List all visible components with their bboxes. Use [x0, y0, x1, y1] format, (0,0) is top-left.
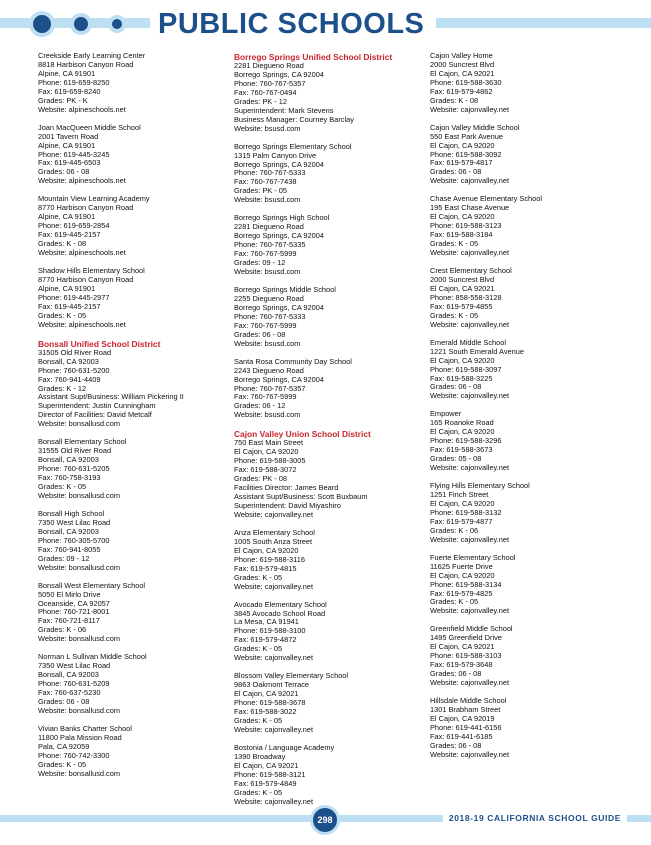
entry-line: El Cajon, CA 92020 — [430, 498, 495, 508]
entry-line: Phone: 619-588-3103 — [430, 651, 502, 661]
school-entry — [38, 438, 228, 501]
entry-line: Phone: 619-588-3005 — [234, 456, 306, 466]
entry-line: Website: alpineschools.net — [38, 319, 126, 329]
school-entry — [430, 482, 620, 545]
entry-line: Alpine, CA 91901 — [38, 212, 96, 222]
school-entry — [430, 410, 620, 473]
entry-line: Fax: 619-579-4815 — [234, 563, 297, 573]
entry-line: Grades: 09 - 12 — [234, 258, 286, 268]
column-1 — [38, 52, 228, 788]
entry-line: Phone: 760-631-5205 — [38, 464, 110, 474]
entry-line: 8770 Harbison Canyon Road — [38, 274, 134, 284]
entry-line: Fax: 760-637-5230 — [38, 688, 101, 698]
school-name: Mountain View Learning Academy — [38, 194, 150, 204]
column-2 — [234, 52, 424, 816]
entry-line: Grades: K - 06 — [38, 625, 87, 635]
entry-line: Grades: 06 - 08 — [430, 167, 482, 177]
entry-line: Borrego Springs, CA 92004 — [234, 374, 324, 384]
entry-line: 1315 Palm Canyon Drive — [234, 150, 317, 160]
entry-line: Phone: 619-445-3245 — [38, 149, 110, 159]
entry-line: Grades: K - 12 — [38, 383, 87, 393]
school-entry — [38, 510, 228, 573]
entry-line: 31505 Old River Road — [38, 347, 112, 357]
entry-line: Alpine, CA 91901 — [38, 283, 96, 293]
entry-line: Fax: 619-579-3648 — [430, 660, 493, 670]
entry-line: 195 East Chase Avenue — [430, 203, 510, 213]
entry-line: Website: bsusd.com — [234, 410, 301, 420]
entry-line: Grades: K - 05 — [234, 716, 283, 725]
decor-dot-medium — [70, 13, 92, 35]
school-name: Vivian Banks Charter School — [38, 723, 132, 733]
entry-line: Grades: K - 05 — [234, 787, 283, 797]
school-entry — [430, 267, 620, 330]
entry-line: Fax: 619-579-4855 — [430, 301, 493, 311]
entry-line: Website: cajonvalley.net — [430, 248, 510, 258]
entry-line: Grades: K - 05 — [430, 597, 479, 607]
entry-line: Phone: 619-659-2854 — [38, 221, 110, 231]
entry-line: Fax: 619-445-2157 — [38, 230, 101, 240]
entry-line: 1005 South Anza Street — [234, 536, 313, 546]
entry-line: El Cajon, CA 92020 — [430, 570, 495, 580]
school-entry — [38, 124, 228, 187]
entry-line: 31555 Old River Road — [38, 446, 112, 456]
entry-line: Fax: 619-579-4825 — [430, 588, 493, 598]
entry-line: Borrego Springs, CA 92004 — [234, 159, 324, 169]
entry-line: Phone: 760-721-8001 — [38, 607, 110, 617]
entry-line: Bonsall, CA 92003 — [38, 526, 99, 536]
entry-line: Assistant Supt/Business: Scott Buxbaum — [234, 492, 368, 502]
school-entry — [234, 601, 424, 664]
school-name: Borrego Springs High School — [234, 213, 330, 223]
district-entry — [234, 429, 424, 520]
school-name: Greenfield Middle School — [430, 624, 513, 634]
entry-line: El Cajon, CA 92020 — [234, 447, 299, 457]
entry-line: Phone: 619-588-3092 — [430, 149, 502, 159]
entry-line: Phone: 760-305-5700 — [38, 535, 110, 545]
entry-line: Phone: 619-588-3630 — [430, 77, 502, 87]
entry-line: Website: cajonvalley.net — [430, 534, 510, 544]
decor-dot-large — [29, 11, 55, 37]
entry-line: El Cajon, CA 92019 — [430, 713, 495, 723]
school-entry — [234, 744, 424, 807]
school-entry — [430, 124, 620, 187]
school-entry — [430, 625, 620, 688]
school-entry — [234, 214, 424, 277]
entry-line: Website: alpineschools.net — [38, 248, 126, 258]
entry-line: Bonsall, CA 92003 — [38, 455, 99, 465]
entry-line: Grades: PK - 05 — [234, 186, 287, 196]
district-heading: Cajon Valley Union School District — [234, 429, 371, 440]
entry-line: Fax: 760-767-0494 — [234, 87, 297, 97]
entry-line: 7350 West Lilac Road — [38, 517, 111, 527]
district-entry — [234, 52, 424, 134]
school-entry — [234, 358, 424, 421]
entry-line: Phone: 619-445-2977 — [38, 292, 110, 302]
school-name: Borrego Springs Middle School — [234, 284, 336, 294]
entry-line: 11625 Fuerte Drive — [430, 561, 493, 571]
entry-line: 3845 Avocado School Road — [234, 608, 326, 618]
entry-line: Business Manager: Courney Barclay — [234, 114, 354, 124]
entry-line: 5050 El Mirlo Drive — [38, 589, 101, 599]
district-entry — [38, 339, 228, 430]
school-name: Bonsall Elementary School — [38, 437, 127, 447]
entry-line: Grades: PK - 12 — [234, 96, 287, 106]
entry-line: Grades: K - 06 — [430, 525, 479, 535]
entry-line: Grades: PK - 08 — [234, 474, 287, 484]
entry-line: El Cajon, CA 92021 — [234, 760, 299, 770]
school-entry — [234, 143, 424, 206]
entry-line: 2255 Diegueno Road — [234, 293, 304, 303]
entry-line: 550 East Park Avenue — [430, 131, 503, 141]
entry-line: Fax: 619-588-3022 — [234, 707, 297, 717]
entry-line: Fax: 619-579-4872 — [234, 635, 297, 645]
entry-line: Grades: 06 - 08 — [430, 740, 482, 750]
school-entry — [234, 529, 424, 592]
entry-line: Website: bonsallusd.com — [38, 562, 121, 572]
school-name: Crest Elementary School — [430, 266, 512, 276]
entry-line: Website: cajonvalley.net — [430, 104, 510, 114]
entry-line: Grades: K - 05 — [430, 239, 479, 249]
entry-line: Website: cajonvalley.net — [430, 176, 510, 186]
entry-line: Phone: 760-767-5357 — [234, 78, 306, 88]
entry-line: Alpine, CA 91901 — [38, 68, 96, 78]
school-entry — [430, 195, 620, 258]
entry-line: Superintendent: David Miyashiro — [234, 500, 341, 510]
entry-line: Fax: 760-767-5999 — [234, 249, 297, 259]
entry-line: Phone: 760-767-5335 — [234, 240, 306, 250]
entry-line: 1251 Finch Street — [430, 489, 489, 499]
entry-line: 9863 Oakmont Terrace — [234, 680, 310, 690]
entry-line: Fax: 619-588-3673 — [430, 445, 493, 455]
school-name: Hillsdale Middle School — [430, 696, 507, 706]
school-entry — [38, 52, 228, 115]
school-entry — [38, 267, 228, 330]
entry-line: Grades: K - 05 — [234, 572, 283, 582]
school-name: Cajon Valley Middle School — [430, 122, 520, 132]
entry-line: Grades: K - 05 — [430, 310, 479, 320]
school-entry — [234, 672, 424, 735]
entry-line: El Cajon, CA 92020 — [430, 427, 495, 437]
entry-line: Website: cajonvalley.net — [430, 319, 510, 329]
entry-line: Grades: K - 08 — [430, 95, 479, 105]
entry-line: 1495 Greenfield Drive — [430, 633, 502, 643]
school-name: Flying Hills Elementary School — [430, 481, 530, 491]
entry-line: Borrego Springs, CA 92004 — [234, 302, 324, 312]
entry-line: Website: cajonvalley.net — [234, 509, 314, 519]
entry-line: Pala, CA 92059 — [38, 741, 90, 751]
entry-line: Website: cajonvalley.net — [430, 463, 510, 473]
entry-line: Fax: 619-579-4862 — [430, 86, 493, 96]
entry-line: Grades: 06 - 08 — [430, 382, 482, 392]
entry-line: Oceanside, CA 92057 — [38, 598, 110, 608]
entry-line: Website: cajonvalley.net — [430, 678, 510, 688]
entry-line: Grades: K - 05 — [234, 644, 283, 654]
school-name: Cajon Valley Home — [430, 51, 493, 60]
entry-line: Website: cajonvalley.net — [234, 796, 314, 806]
school-entry — [38, 653, 228, 716]
school-entry — [430, 52, 620, 115]
entry-line: Fax: 619-588-3072 — [234, 465, 297, 475]
entry-line: 2001 Tavern Road — [38, 131, 99, 141]
entry-line: Phone: 760-631-5209 — [38, 679, 110, 689]
entry-line: El Cajon, CA 92020 — [234, 545, 299, 555]
entry-line: Website: cajonvalley.net — [234, 581, 314, 591]
guide-title: 2018-19 CALIFORNIA SCHOOL GUIDE — [443, 812, 627, 825]
district-heading: Bonsall Unified School District — [38, 338, 161, 349]
entry-line: Phone: 858-558-3128 — [430, 292, 502, 302]
entry-line: Superintendent: Mark Stevens — [234, 105, 334, 115]
entry-line: Website: cajonvalley.net — [430, 606, 510, 616]
entry-line: El Cajon, CA 92020 — [430, 212, 495, 222]
entry-line: 2243 Diegueno Road — [234, 365, 304, 375]
entry-line: Phone: 760-767-5333 — [234, 311, 306, 321]
entry-line: 8818 Harbison Canyon Road — [38, 59, 134, 69]
entry-line: Director of Facilities: David Metcalf — [38, 410, 152, 420]
school-name: Bostonia / Language Academy — [234, 742, 335, 752]
entry-line: Website: cajonvalley.net — [430, 391, 510, 401]
entry-line: Website: bsusd.com — [234, 195, 301, 205]
page-number: 298 — [310, 805, 340, 835]
entry-line: Facilities Director: James Beard — [234, 483, 339, 493]
entry-line: Phone: 619-588-3121 — [234, 769, 306, 779]
entry-line: Grades: 06 - 08 — [430, 669, 482, 679]
entry-line: Website: alpineschools.net — [38, 176, 126, 186]
entry-line: Fax: 760-758-3193 — [38, 473, 101, 483]
entry-line: Phone: 619-588-3100 — [234, 626, 306, 636]
entry-line: Fax: 619-579-4849 — [234, 778, 297, 788]
entry-line: Website: bsusd.com — [234, 267, 301, 277]
entry-line: 1301 Brabham Street — [430, 705, 501, 714]
entry-line: 165 Roanoke Road — [430, 418, 494, 428]
entry-line: Bonsall, CA 92003 — [38, 670, 99, 680]
entry-line: Phone: 619-588-3116 — [234, 554, 305, 564]
entry-line: Grades: K - 05 — [38, 482, 87, 492]
entry-line: Borrego Springs, CA 92004 — [234, 69, 324, 79]
entry-line: Website: bonsallusd.com — [38, 490, 121, 500]
entry-line: Phone: 619-588-3134 — [430, 579, 502, 589]
school-name: Fuerte Elementary School — [430, 552, 516, 562]
entry-line: Grades: 05 - 08 — [430, 454, 482, 464]
entry-line: El Cajon, CA 92021 — [430, 283, 495, 293]
school-name: Borrego Springs Elementary School — [234, 141, 352, 151]
entry-line: El Cajon, CA 92021 — [430, 642, 495, 652]
entry-line: Fax: 619-588-3184 — [430, 230, 493, 240]
school-entry — [38, 195, 228, 258]
entry-line: Phone: 619-659-8250 — [38, 77, 110, 87]
entry-line: Grades: K - 05 — [38, 759, 87, 769]
entry-line: Grades: K - 08 — [38, 239, 87, 249]
school-name: Chase Avenue Elementary School — [430, 194, 543, 204]
entry-line: El Cajon, CA 92021 — [430, 68, 495, 78]
entry-line: Assistant Supt/Business: William Pickering II — [38, 392, 184, 402]
entry-line: Website: bonsallusd.com — [38, 768, 121, 778]
entry-line: Fax: 619-445-2157 — [38, 301, 101, 311]
entry-line: 1390 Broadway — [234, 751, 286, 761]
entry-line: Fax: 760-941-4409 — [38, 374, 101, 384]
school-name: Creekside Early Learning Center — [38, 51, 146, 60]
entry-line: Website: cajonvalley.net — [430, 749, 510, 759]
entry-line: Fax: 760-767-5999 — [234, 320, 297, 330]
entry-line: Superintendent: Justin Cunningham — [38, 401, 156, 411]
entry-line: El Cajon, CA 92021 — [234, 689, 299, 699]
entry-line: Website: alpineschools.net — [38, 104, 126, 114]
decor-dot-small — [108, 15, 126, 33]
entry-line: Grades: 06 - 08 — [234, 329, 286, 339]
school-entry — [430, 339, 620, 402]
school-name: Bonsall West Elementary School — [38, 580, 146, 590]
school-entry — [234, 286, 424, 349]
entry-line: Website: cajonvalley.net — [234, 653, 314, 663]
entry-line: Phone: 619-588-3123 — [430, 221, 502, 231]
entry-line: Fax: 760-941-8055 — [38, 544, 101, 554]
entry-line: 2000 Suncrest Blvd — [430, 59, 495, 69]
entry-line: Grades: 06 - 12 — [234, 401, 286, 411]
school-name: Emerald Middle School — [430, 337, 506, 347]
entry-line: Grades: PK - K — [38, 95, 88, 105]
entry-line: Fax: 619-588-3225 — [430, 373, 493, 383]
entry-line: Phone: 760-767-5333 — [234, 168, 306, 178]
entry-line: Fax: 760-767-7438 — [234, 177, 297, 187]
school-name: Avocado Elementary School — [234, 599, 327, 609]
school-name: Bonsall High School — [38, 508, 105, 518]
entry-line: Phone: 760-631-5200 — [38, 365, 110, 375]
column-3 — [430, 52, 620, 769]
entry-line: Website: bonsallusd.com — [38, 419, 121, 429]
entry-line: El Cajon, CA 92020 — [430, 355, 495, 365]
entry-line: 8770 Harbison Canyon Road — [38, 203, 134, 213]
entry-line: Alpine, CA 91901 — [38, 140, 96, 150]
school-name: Anza Elementary School — [234, 527, 315, 537]
entry-line: Fax: 619-441-6185 — [430, 731, 493, 741]
school-name: Joan MacQueen Middle School — [38, 122, 141, 132]
page-title: PUBLIC SCHOOLS — [150, 6, 436, 40]
entry-line: 2281 Diegueno Road — [234, 222, 304, 232]
entry-line: 7350 West Lilac Road — [38, 661, 111, 671]
school-name: Blossom Valley Elementary School — [234, 671, 349, 681]
entry-line: Phone: 619-588-3132 — [430, 507, 502, 517]
entry-line: Grades: K - 05 — [38, 310, 87, 320]
entry-line: Website: bsusd.com — [234, 338, 301, 348]
entry-line: Website: bonsallusd.com — [38, 634, 121, 644]
entry-line: El Cajon, CA 92020 — [430, 140, 495, 150]
entry-line: Phone: 619-441-6156 — [430, 722, 502, 732]
school-name: Empower — [430, 409, 462, 419]
school-name: Santa Rosa Community Day School — [234, 356, 352, 366]
entry-line: 2000 Suncrest Blvd — [430, 274, 495, 284]
entry-line: Grades: 06 - 08 — [38, 167, 90, 177]
district-heading: Borrego Springs Unified School District — [234, 52, 393, 62]
entry-line: Fax: 619-445-6503 — [38, 158, 101, 168]
entry-line: Website: cajonvalley.net — [234, 724, 314, 734]
entry-line: Phone: 760-767-5357 — [234, 383, 306, 393]
entry-line: Grades: 09 - 12 — [38, 553, 90, 563]
entry-line: Fax: 760-767-5999 — [234, 392, 297, 402]
entry-line: Fax: 760-721-8117 — [38, 616, 100, 626]
entry-line: Fax: 619-579-4877 — [430, 516, 493, 526]
entry-line: 11800 Pala Mission Road — [38, 732, 122, 742]
school-entry — [430, 554, 620, 617]
entry-line: Phone: 619-588-3296 — [430, 436, 502, 446]
entry-line: Phone: 619-588-3097 — [430, 364, 502, 374]
school-entry — [38, 725, 228, 779]
entry-line: Website: bonsallusd.com — [38, 706, 121, 715]
school-entry — [430, 697, 620, 760]
entry-line: 2281 Diegueno Road — [234, 61, 304, 70]
entry-line: Bonsall, CA 92003 — [38, 356, 99, 366]
school-name: Norman L Sullivan Middle School — [38, 652, 147, 662]
school-entry — [38, 582, 228, 645]
entry-line: Phone: 619-588-3678 — [234, 698, 306, 708]
entry-line: Fax: 619-659-8240 — [38, 86, 101, 96]
entry-line: La Mesa, CA 91941 — [234, 617, 299, 627]
entry-line: 1221 South Emerald Avenue — [430, 346, 524, 356]
entry-line: 750 East Main Street — [234, 438, 304, 448]
entry-line: Phone: 760-742-3300 — [38, 750, 110, 760]
entry-line: Grades: 06 - 08 — [38, 697, 90, 707]
entry-line: Borrego Springs, CA 92004 — [234, 231, 324, 241]
entry-line: Website: bsusd.com — [234, 123, 301, 133]
entry-line: Fax: 619-579-4817 — [430, 158, 493, 168]
school-name: Shadow Hills Elementary School — [38, 266, 145, 276]
